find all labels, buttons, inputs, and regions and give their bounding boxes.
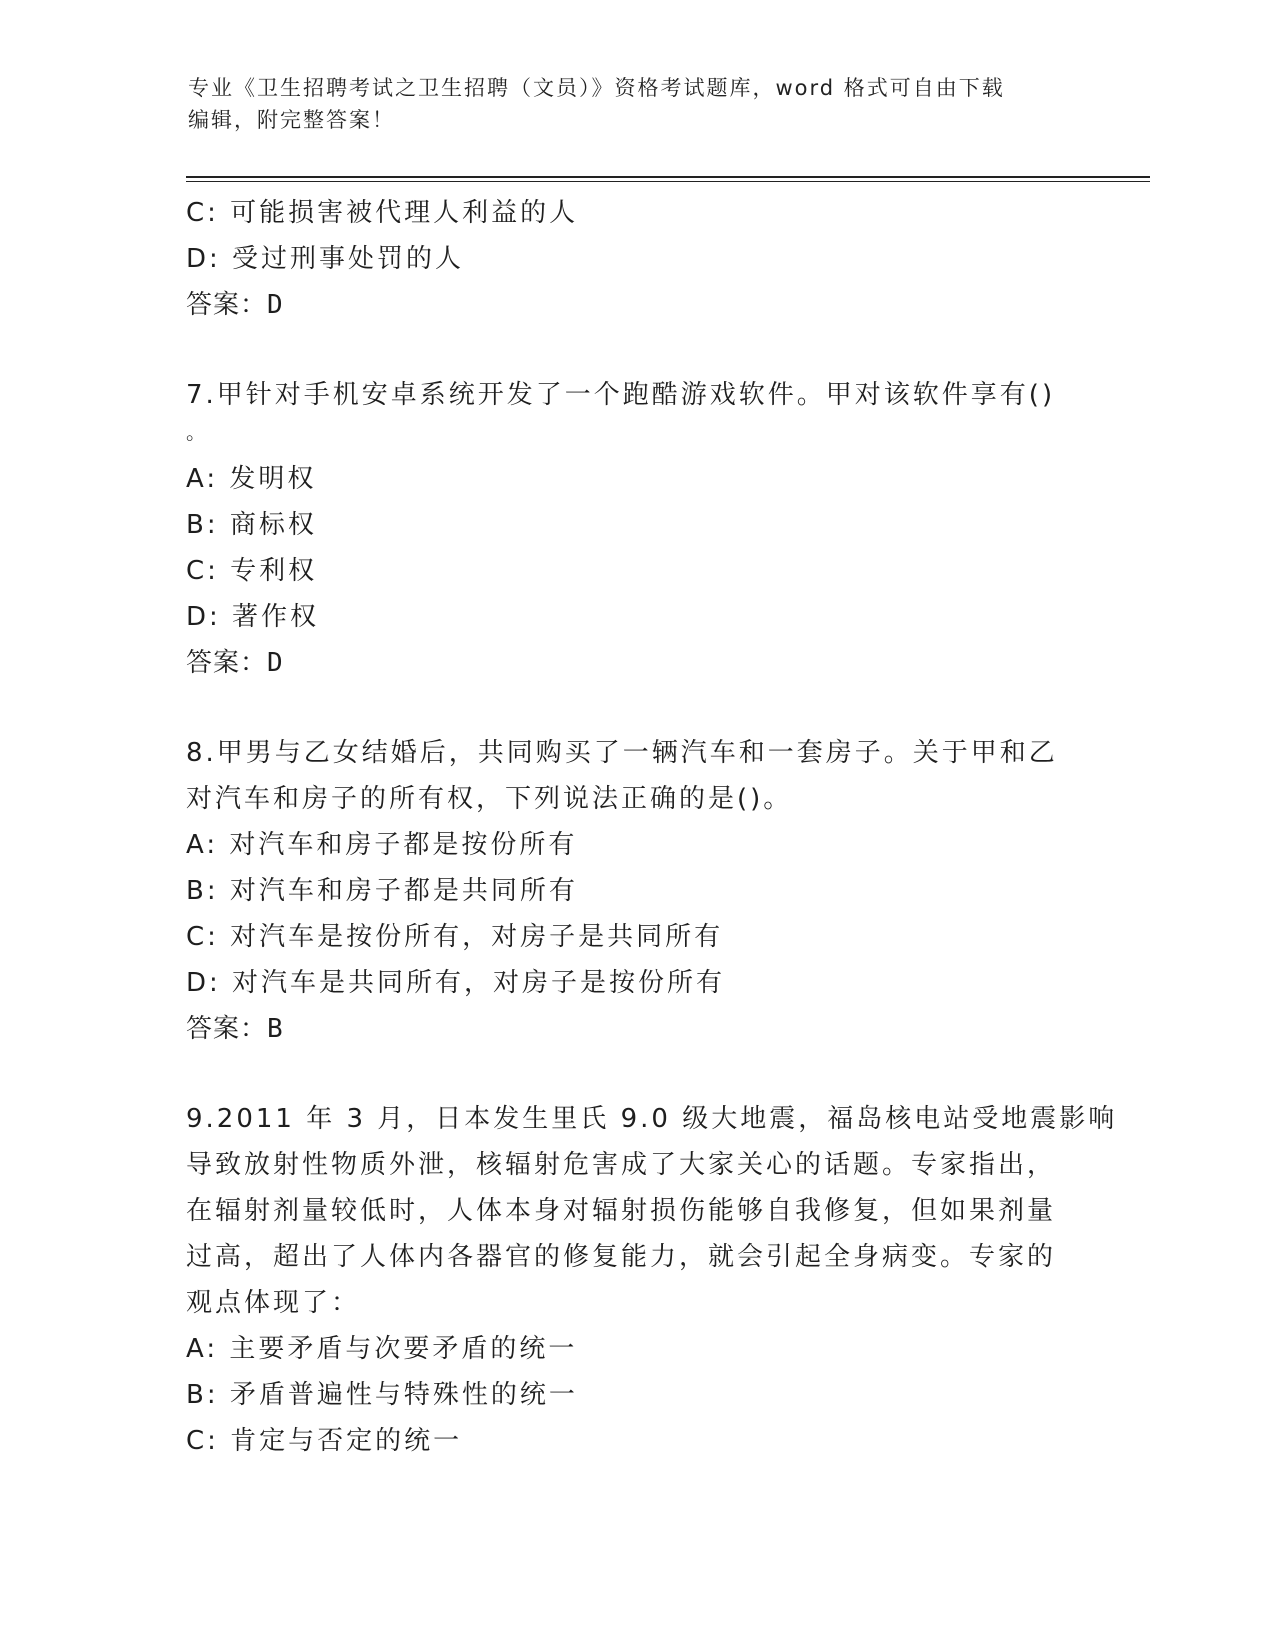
q6-answer-label: 答案： — [186, 290, 268, 320]
q9-stem-line-2: 导致放射性物质外泄，核辐射危害成了大家关心的话题。专家指出， — [186, 1150, 1057, 1180]
header-divider-thin — [186, 181, 1150, 182]
q6-option-d: D: 受过刑事处罚的人 — [186, 244, 465, 274]
q7-stem-line-1: 7.甲针对手机安卓系统开发了一个跑酷游戏软件。甲对该软件享有() — [186, 380, 1056, 410]
q9-stem-line-4: 过高，超出了人体内各器官的修复能力，就会引起全身病变。专家的 — [186, 1242, 1057, 1272]
q9-stem-line-5: 观点体现了： — [186, 1288, 361, 1318]
header-line-2: 编辑，附完整答案！ — [188, 108, 395, 132]
header-divider-thick — [186, 176, 1150, 178]
q7-option-d: D: 著作权 — [186, 602, 320, 632]
q6-option-c: C: 可能损害被代理人利益的人 — [186, 198, 579, 228]
q6-answer — [186, 282, 1086, 328]
q8-answer-value: B — [267, 1014, 284, 1044]
q8-stem-line-2: 对汽车和房子的所有权，下列说法正确的是()。 — [186, 784, 793, 814]
q8-option-c: C: 对汽车是按份所有，对房子是共同所有 — [186, 922, 724, 952]
q8-option-b: B: 对汽车和房子都是共同所有 — [186, 876, 578, 906]
question-6 — [186, 190, 1086, 328]
q8-option-a: A: 对汽车和房子都是按份所有 — [186, 830, 578, 860]
q8-answer — [186, 1006, 1086, 1052]
q9-option-c: C: 肯定与否定的统一 — [186, 1426, 463, 1456]
question-9 — [186, 1096, 1118, 1464]
q9-stem-line-1: 9.2011 年 3 月，日本发生里氏 9.0 级大地震，福岛核电站受地震影响 — [186, 1104, 1118, 1134]
q7-answer-value: D — [267, 648, 284, 678]
q8-option-d: D: 对汽车是共同所有，对房子是按份所有 — [186, 968, 726, 998]
question-list — [186, 190, 1118, 1464]
q7-answer-label: 答案： — [186, 648, 268, 678]
q9-option-a: A: 主要矛盾与次要矛盾的统一 — [186, 1334, 578, 1364]
q8-answer-label: 答案： — [186, 1014, 268, 1044]
q7-option-b: B: 商标权 — [186, 510, 317, 540]
q9-option-b: B: 矛盾普遍性与特殊性的统一 — [186, 1380, 578, 1410]
q6-answer-value: D — [267, 290, 284, 320]
q7-answer — [186, 640, 1086, 686]
spacer — [186, 328, 1086, 372]
document-header — [188, 72, 1078, 136]
q7-option-c: C: 专利权 — [186, 556, 318, 586]
header-line-1: 专业《卫生招聘考试之卫生招聘（文员）》资格考试题库，word 格式可自由下载 — [188, 76, 1005, 100]
spacer — [186, 686, 1086, 730]
question-8 — [186, 730, 1086, 1052]
q8-stem-line-1: 8.甲男与乙女结婚后，共同购买了一辆汽车和一套房子。关于甲和乙 — [186, 738, 1058, 768]
spacer — [186, 1052, 1086, 1096]
q7-option-a: A: 发明权 — [186, 464, 317, 494]
q9-stem-line-3: 在辐射剂量较低时，人体本身对辐射损伤能够自我修复，但如果剂量 — [186, 1196, 1057, 1226]
q7-stem-line-2: 。 — [186, 420, 209, 444]
question-7 — [186, 372, 1086, 686]
